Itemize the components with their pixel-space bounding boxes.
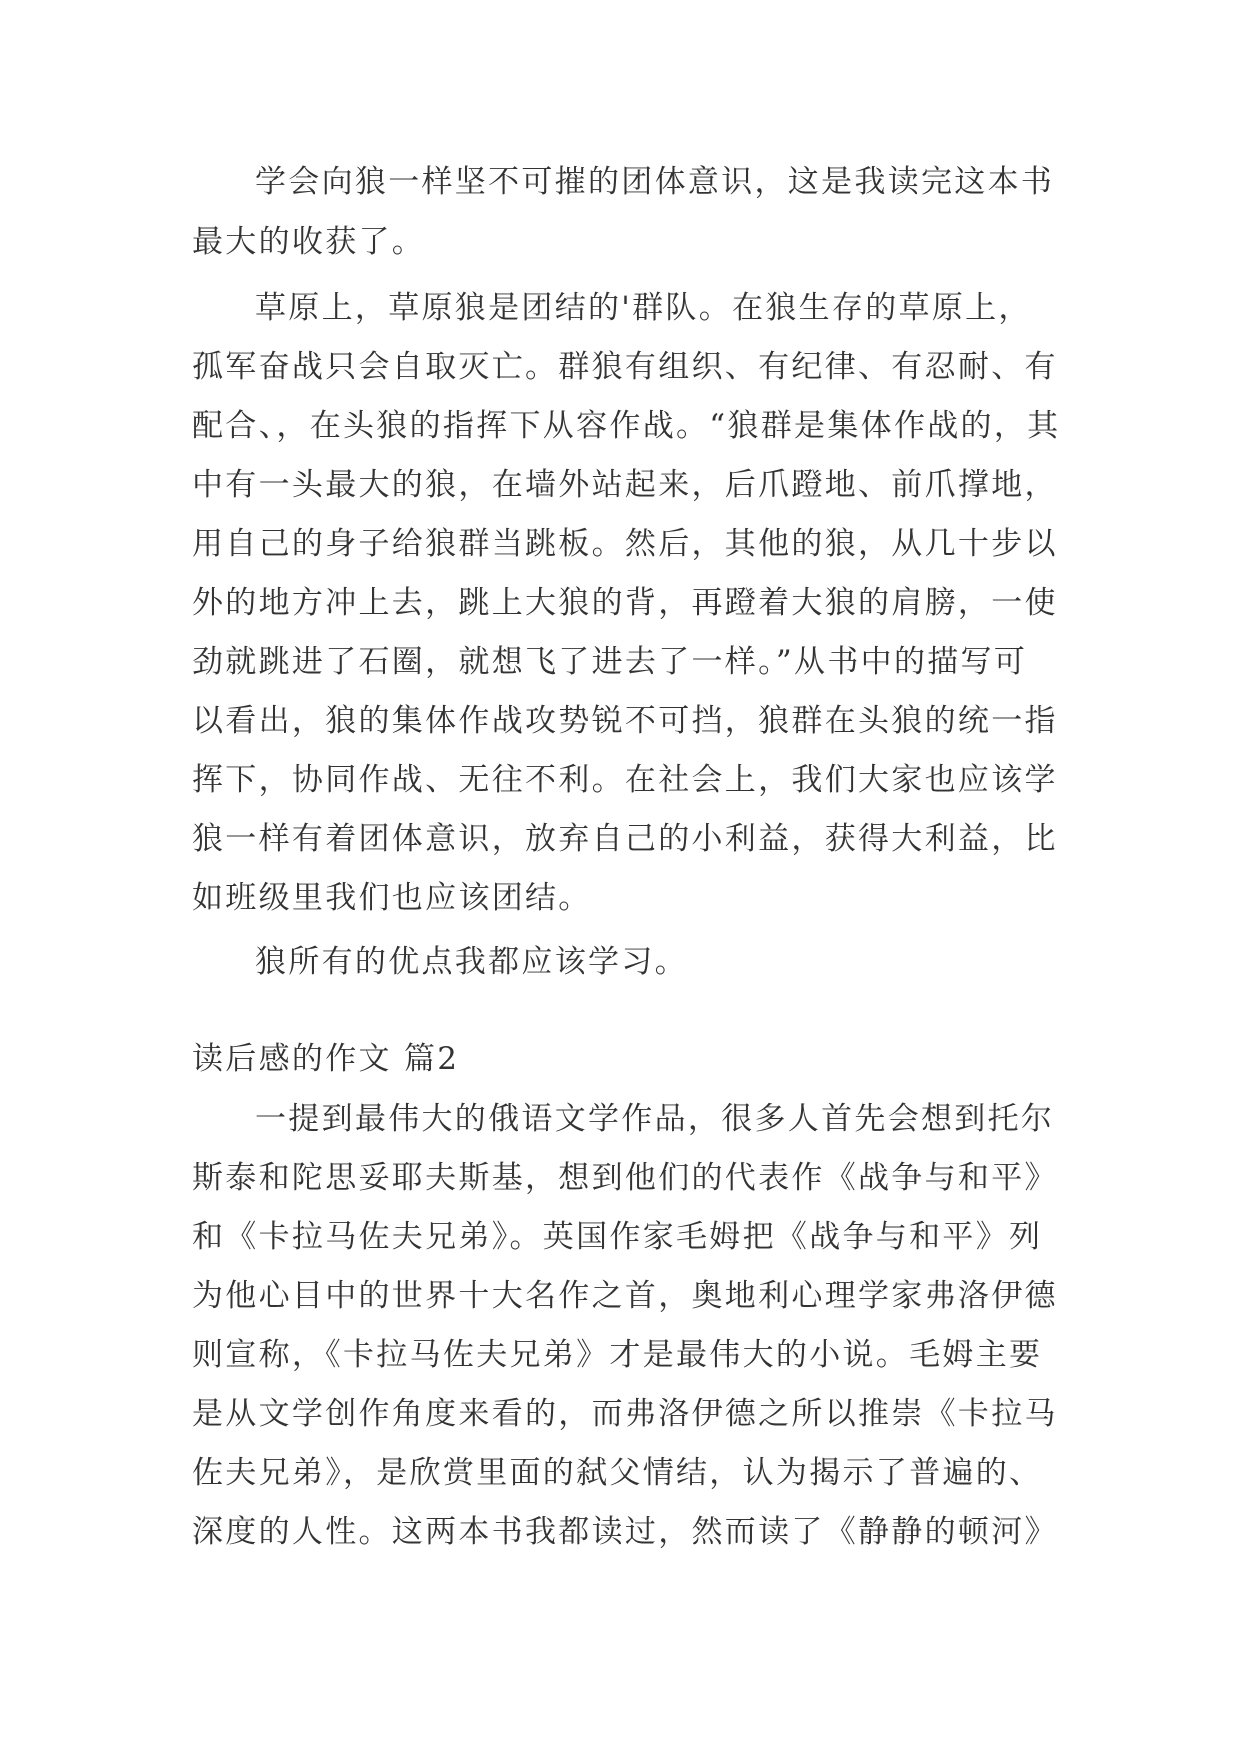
paragraph-line: 挥下，协同作战、无往不利。在社会上，我们大家也应该学	[192, 762, 1058, 798]
section-heading: 读后感的作文 篇2	[192, 1041, 460, 1077]
paragraph-line: 用自己的身子给狼群当跳板。然后，其他的狼，从几十步以	[192, 526, 1058, 562]
paragraph-line: 外的地方冲上去，跳上大狼的背，再蹬着大狼的肩膀，一使	[192, 585, 1058, 621]
paragraph-line: 和《卡拉马佐夫兄弟》。英国作家毛姆把《战争与和平》列	[192, 1219, 1043, 1255]
paragraph-line: 一提到最伟大的俄语文学作品，很多人首先会想到托尔	[255, 1101, 1055, 1137]
paragraph-line: 配合、，在头狼的指挥下从容作战。“狼群是集体作战的，其	[192, 408, 1061, 444]
paragraph-line: 劲就跳进了石圈，就想飞了进去了一样。”从书中的描写可	[192, 644, 1028, 680]
paragraph-line: 中有一头最大的狼，在墙外站起来，后爪蹬地、前爪撑地，	[192, 467, 1058, 503]
paragraph-line: 最大的收获了。	[192, 224, 426, 260]
paragraph-line: 是从文学创作角度来看的，而弗洛伊德之所以推崇《卡拉马	[192, 1396, 1058, 1432]
paragraph-line: 斯泰和陀思妥耶夫斯基，想到他们的代表作《战争与和平》	[192, 1160, 1058, 1196]
paragraph-line: 狼一样有着团体意识，放弃自己的小利益，获得大利益，比	[192, 821, 1058, 857]
paragraph-line: 佐夫兄弟》，是欣赏里面的弑父情结，认为揭示了普遍的、	[192, 1455, 1043, 1491]
paragraph-line: 深度的人性。这两本书我都读过，然而读了《静静的顿河》	[192, 1514, 1058, 1550]
paragraph-line: 孤军奋战只会自取灭亡。群狼有组织、有纪律、有忍耐、有	[192, 349, 1058, 385]
paragraph-line: 则宣称，《卡拉马佐夫兄弟》才是最伟大的小说。毛姆主要	[192, 1337, 1043, 1373]
paragraph-line: 以看出，狼的集体作战攻势锐不可挡，狼群在头狼的统一指	[192, 703, 1058, 739]
paragraph-line: 如班级里我们也应该团结。	[192, 880, 592, 916]
paragraph-line: 学会向狼一样坚不可摧的团体意识，这是我读完这本书	[255, 164, 1055, 200]
paragraph-line: 为他心目中的世界十大名作之首，奥地利心理学家弗洛伊德	[192, 1278, 1058, 1314]
paragraph-line: 草原上，草原狼是团结的'群队。在狼生存的草原上，	[255, 290, 1032, 326]
paragraph-line: 狼所有的优点我都应该学习。	[255, 944, 688, 980]
